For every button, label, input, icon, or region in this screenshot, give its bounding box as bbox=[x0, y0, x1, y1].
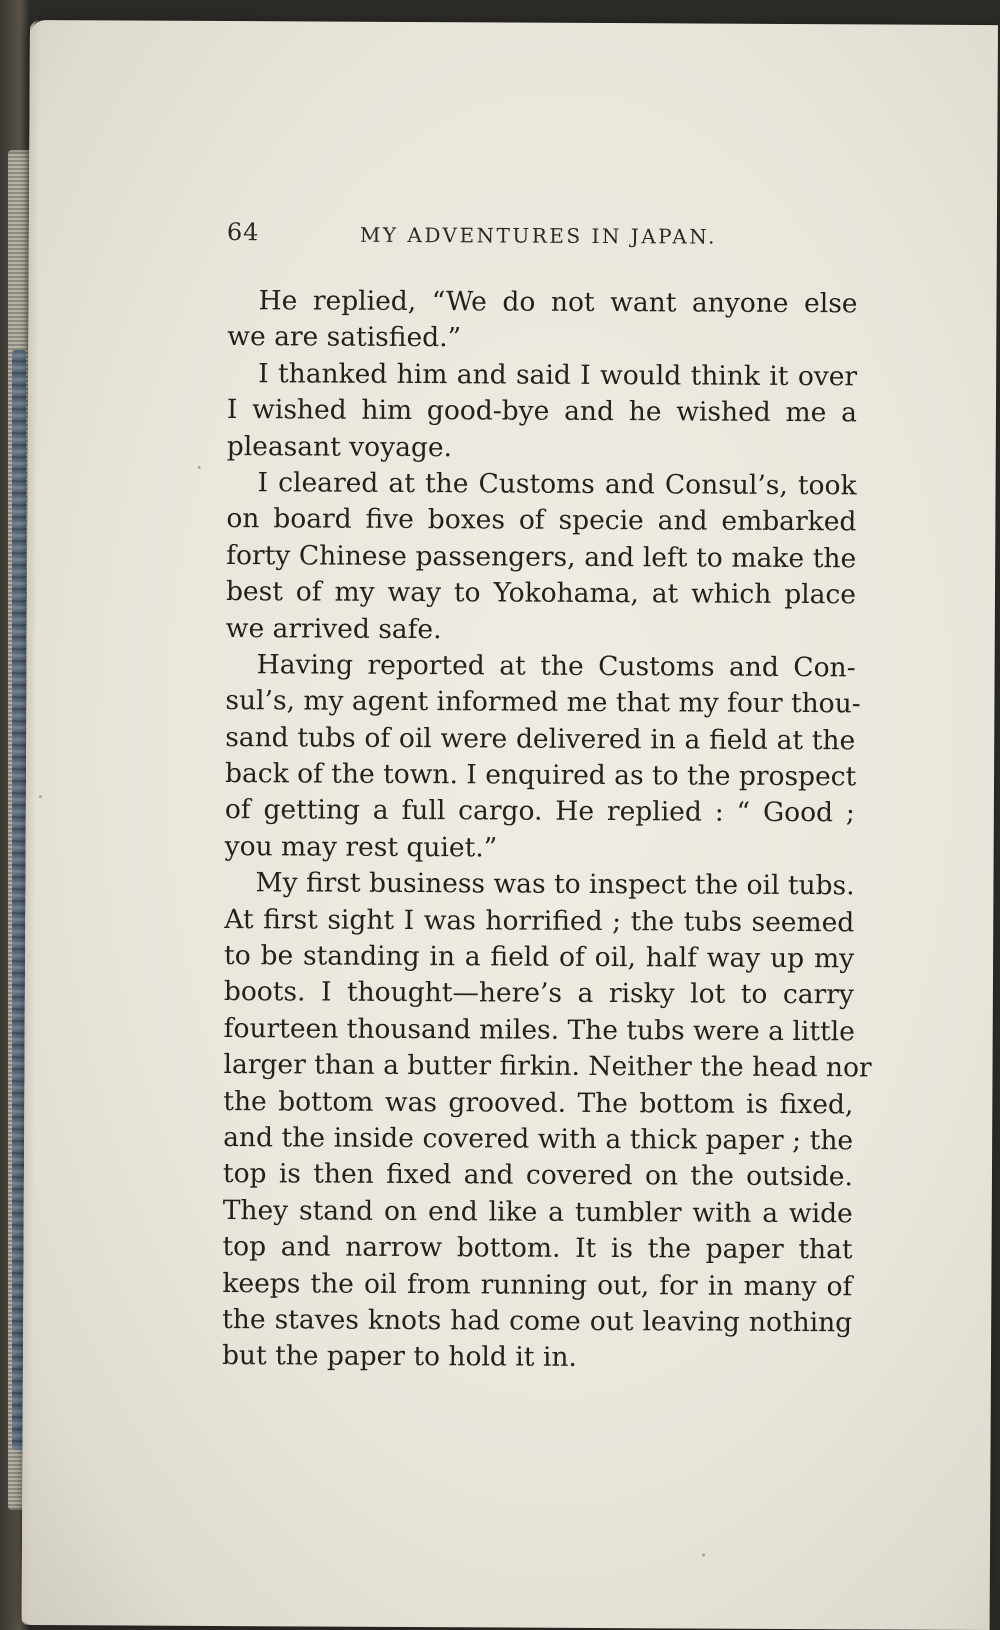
text-line: Having reported at the Customs and Con- bbox=[256, 649, 856, 684]
text-line: top is then fixed and covered on the outside. bbox=[222, 1158, 854, 1193]
text-line: He replied, “We do not want anyone else bbox=[258, 285, 858, 320]
body-text bbox=[221, 283, 872, 1378]
paper-speck bbox=[198, 466, 201, 469]
text-line: top and narrow bottom. It is the paper that bbox=[222, 1231, 853, 1266]
text-line: I wished him good-bye and he wished me a bbox=[226, 394, 858, 429]
text-line: we arrived safe. bbox=[225, 612, 442, 645]
paragraph bbox=[224, 647, 861, 869]
text-line: boots. I thought—here’s a risky lot to carry bbox=[223, 976, 854, 1011]
text-line: on board five boxes of specie and embarked bbox=[226, 503, 857, 538]
paragraph bbox=[227, 356, 858, 468]
paper-speck bbox=[39, 795, 42, 798]
paper-speck bbox=[702, 1554, 705, 1557]
text-line: back of the town. I enquired as to the prospect bbox=[224, 758, 857, 793]
text-line: keeps the oil from running out, for in many of bbox=[222, 1267, 853, 1302]
book-page bbox=[22, 20, 998, 1630]
text-line: but the paper to hold it in. bbox=[221, 1340, 577, 1374]
text-line: At first sight I was horrified ; the tubs seemed bbox=[224, 903, 855, 938]
text-line: to be standing in a field of oil, half way up my bbox=[224, 940, 855, 975]
text-line: we are satisfied.” bbox=[227, 321, 462, 354]
running-title: MY ADVENTURES IN JAPAN. bbox=[359, 222, 717, 249]
text-line: pleasant voyage. bbox=[226, 430, 453, 463]
paragraph bbox=[221, 865, 872, 1378]
text-line: the bottom was grooved. The bottom is fixed, bbox=[223, 1085, 854, 1120]
text-line: I thanked him and said I would think it over bbox=[258, 357, 858, 393]
text-line: fourteen thousand miles. The tubs were a little bbox=[223, 1012, 855, 1048]
text-line: forty Chinese passengers, and left to make the bbox=[226, 539, 857, 575]
text-line: you may rest quiet.” bbox=[224, 830, 498, 864]
text-line: and the inside covered with a thick paper ; the bbox=[223, 1122, 854, 1157]
text-line: My first business was to inspect the oil tubs. bbox=[255, 867, 855, 902]
text-line: of getting a full cargo. He replied : “ Good ; bbox=[224, 794, 855, 829]
text-line: sand tubs of oil were delivered in a field at the bbox=[225, 721, 856, 757]
paragraph bbox=[226, 465, 857, 650]
text-line: They stand on end like a tumbler with a wide bbox=[222, 1194, 853, 1230]
running-head bbox=[227, 216, 867, 259]
text-line: the staves knots had come out leaving nothing bbox=[222, 1303, 853, 1339]
text-line: sul’s, my agent informed me that my four thou- bbox=[225, 685, 861, 720]
text-line: larger than a butter firkin. Neither the head nor bbox=[223, 1049, 872, 1084]
page-number: 64 bbox=[226, 218, 260, 247]
text-line: I cleared at the Customs and Consul’s, took bbox=[257, 467, 857, 502]
text-line: best of my way to Yokohama, at which place bbox=[225, 576, 857, 611]
paragraph bbox=[227, 283, 857, 359]
